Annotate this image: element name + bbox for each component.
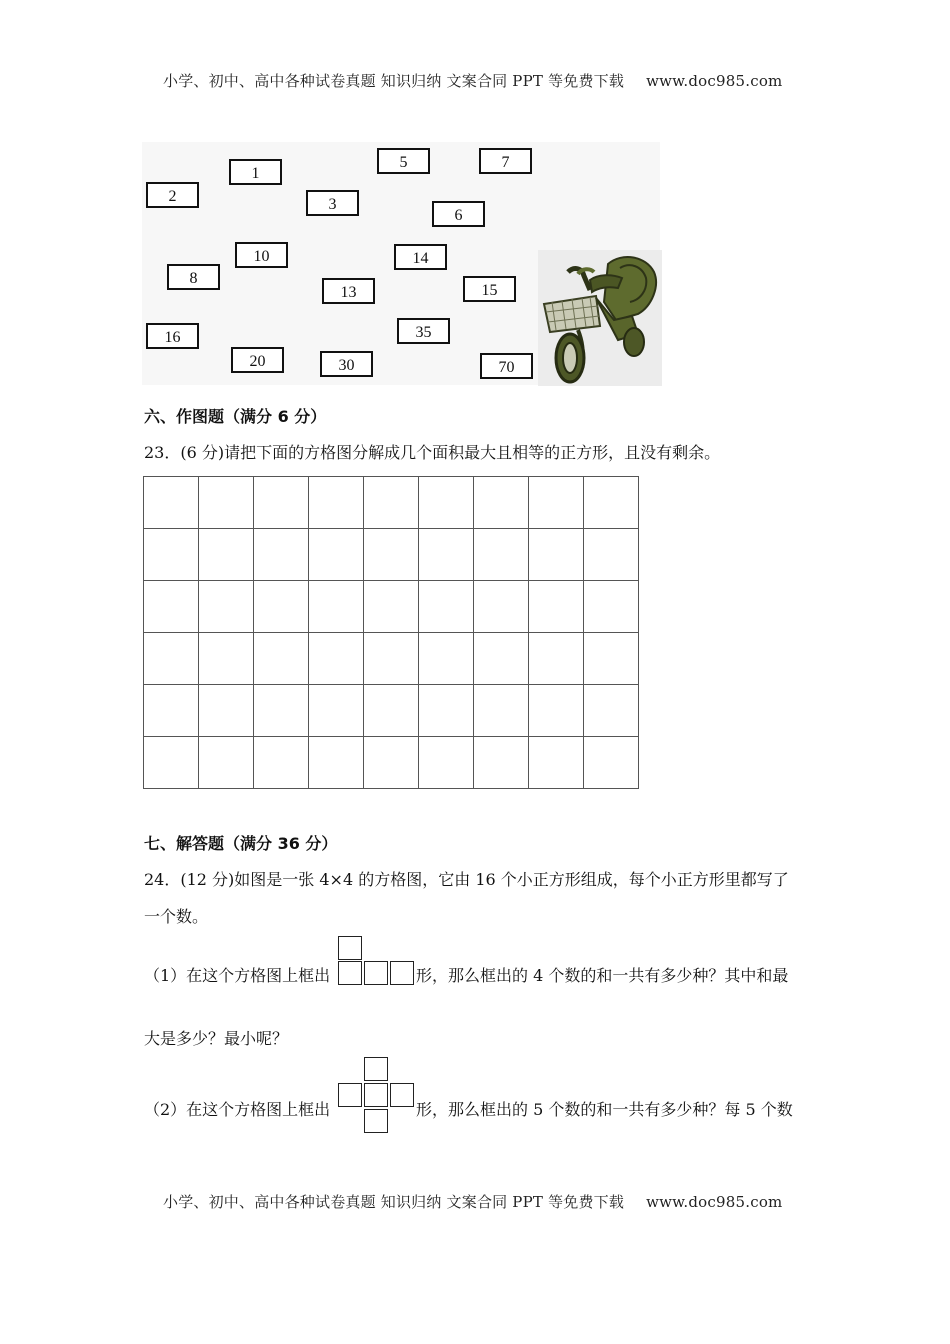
number-box: 20 xyxy=(231,347,284,373)
number-box: 13 xyxy=(322,278,375,304)
number-box: 14 xyxy=(394,244,447,270)
header-url: www.doc985.com xyxy=(646,72,783,90)
number-box: 10 xyxy=(235,242,288,268)
number-box: 7 xyxy=(479,148,532,174)
section-title-drawing: 六、作图题（满分 6 分） xyxy=(144,407,327,426)
part-1-line2: 大是多少？最小呢？ xyxy=(144,1029,289,1048)
number-box: 16 xyxy=(146,323,199,349)
part-1-prefix: （1）在这个方格图上框出 xyxy=(144,966,331,985)
number-box: 70 xyxy=(480,353,533,379)
page-footer xyxy=(163,1191,782,1212)
motorcycle-icon xyxy=(538,250,662,386)
number-box: 8 xyxy=(167,264,220,290)
number-box: 3 xyxy=(306,190,359,216)
number-box: 1 xyxy=(229,159,282,185)
number-box: 35 xyxy=(397,318,450,344)
part-2-suffix: 形，那么框出的 5 个数的和一共有多少种？每 5 个数 xyxy=(416,1100,793,1119)
question-24-line2: 一个数。 xyxy=(144,907,209,926)
square-grid xyxy=(143,476,639,789)
number-box: 2 xyxy=(146,182,199,208)
section-title-answers: 七、解答题（满分 36 分） xyxy=(144,834,338,853)
part-1-suffix: 形，那么框出的 4 个数的和一共有多少种？其中和最 xyxy=(416,966,789,985)
question-23-text: 23．(6 分)请把下面的方格图分解成几个面积最大且相等的正方形，且没有剩余。 xyxy=(144,443,721,462)
l-tetromino-shape xyxy=(338,936,416,987)
number-box: 30 xyxy=(320,351,373,377)
page-header xyxy=(163,70,782,91)
question-24-line1: 24．(12 分)如图是一张 4×4 的方格图，它由 16 个小正方形组成，每个小正方形里都写了 xyxy=(144,870,789,889)
footer-url: www.doc985.com xyxy=(646,1193,783,1211)
footer-text: 小学、初中、高中各种试卷真题 知识归纳 文案合同 PPT 等免费下载 xyxy=(163,1193,625,1211)
part-2-prefix: （2）在这个方格图上框出 xyxy=(144,1100,331,1119)
motorcycle-image xyxy=(538,250,662,386)
number-box: 5 xyxy=(377,148,430,174)
number-figure xyxy=(142,142,660,385)
number-box: 6 xyxy=(432,201,485,227)
number-box: 15 xyxy=(463,276,516,302)
header-text: 小学、初中、高中各种试卷真题 知识归纳 文案合同 PPT 等免费下载 xyxy=(163,72,625,90)
cross-shape xyxy=(338,1057,416,1135)
